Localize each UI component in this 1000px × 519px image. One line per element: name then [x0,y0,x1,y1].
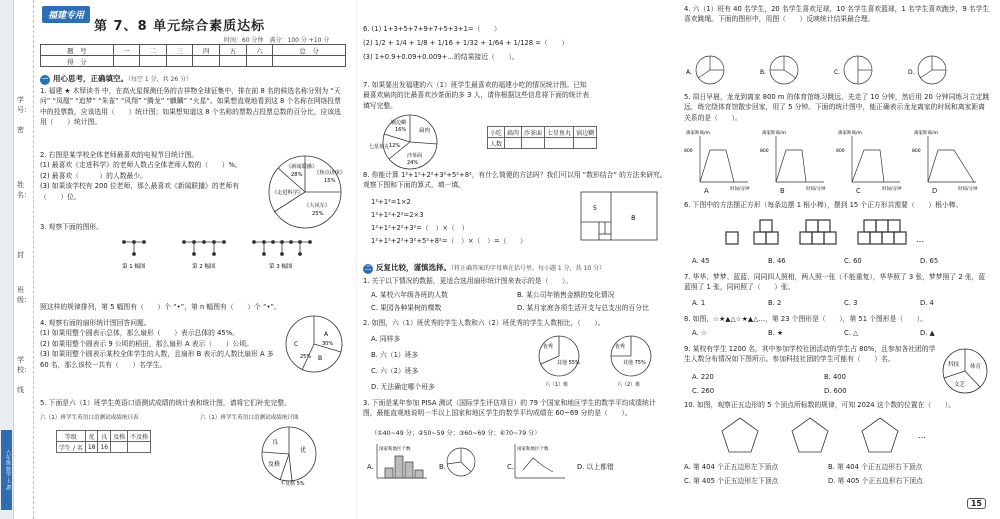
pie-label: 12% [389,143,401,149]
pie-label: 优 [300,447,307,454]
figure-label: 5 [593,205,597,212]
question-3-text: 照这样的规律排列，第 5 幅图有（ ）个 “•”，第 n 幅图有（ ）个 “•”。 [40,303,281,311]
option[interactable]: D [932,187,938,195]
table-cell: 七星鱼丸 [545,127,574,138]
score-cell: 四 [193,45,220,56]
axis-label: 离家距离/m [762,131,786,136]
score-cell: 题 号 [41,45,114,56]
question-5: 5. 下面是六（1）班学生英语口语测试成绩的统计表和统计图，请将它们补充完整。 [40,399,291,407]
pie-label: 扁肉 [419,128,431,134]
score-cell: 六 [246,45,273,56]
pie-label: 24% [407,160,419,166]
table-cell: 不及格 [128,431,151,442]
section-number: 一 [41,76,48,83]
option[interactable]: D. 以上都错 [577,463,614,471]
option[interactable]: A. 同样多 [371,335,401,343]
option[interactable]: B [780,187,785,195]
section-title: 用心思考，正确填空。 [53,74,128,83]
option[interactable]: B. 第 404 个正五边形右下顶点 [828,463,923,471]
pie-label: 《新闻联播》 [286,164,318,170]
axis-label: 时间/分钟 [958,187,978,192]
option[interactable]: D. ▲ [920,329,935,337]
axis-label: 时间/分钟 [730,187,750,192]
option[interactable]: B. 某公司年销售金额的变化情况 [517,291,615,299]
option[interactable]: A [704,187,709,195]
binding-label: 学号： [17,96,31,114]
ellipsis: … [916,235,924,244]
score-cell[interactable] [113,56,140,67]
question-2: 2. 右图是某学校全体老师最喜欢的电视节目统计图。 (1) 最喜欢《走进科学》的老师人数占全体老师人数的（ ）%。 (2) 最喜欢（ ）的人数最少。 (3) 如果该学校有 200 位老师，那么最喜欢《新闻联播》的老师有（ ）位。 [40,151,242,201]
pie-label: 体育 [970,364,982,370]
distance-time-charts [684,128,990,196]
formula-line: 1²+1²=1×2 [371,198,411,206]
pie-label: 16% [395,127,407,133]
pie-label: 25% [300,354,312,360]
chart-caption: 国家和地区个数 [517,447,549,452]
binding-mark: 封 [17,251,24,259]
option[interactable]: C. 第 405 个正五边形左下顶点 [684,477,779,485]
option[interactable]: A. 220 [692,373,714,381]
pie-caption: 六（2）班 [617,382,641,388]
table-cell: 沙茶面 [522,127,545,138]
section-title: 反复比较，谨慎选择。 [376,263,451,272]
pie-label: 25% [312,211,324,217]
pie-label: 《走进科学》 [272,190,304,196]
table-cell: 小吃 [488,127,505,138]
table-cell: 及格 [111,431,128,442]
score-cell[interactable] [140,56,167,67]
choice-10: 10. 如图，观察正五边形的 5 个顶点所标数的规律，可知 2024 这个数的位置在（ ）。 [684,401,955,409]
pisa-option-charts [375,442,575,486]
score-cell[interactable] [246,56,273,67]
option-label[interactable]: B. [760,69,767,76]
binding-label: 学校： [17,356,31,374]
pie-label: 《大风车》 [304,203,330,209]
choice-6: 6. 下图中的方法摆正方形（每条边摆 1 根小棒），摆到 15 个正方形共需要（ ）根小棒。 [684,201,963,209]
abc-pie-chart [282,312,346,376]
option[interactable]: A. 1 [692,299,706,307]
binding-strip [14,0,34,519]
option[interactable]: C. 60 [844,257,862,265]
score-cell: 三 [166,45,193,56]
book-spine [0,0,14,519]
question-3: 3. 观察下面的图形。 [40,223,104,231]
section-note: （将正确答案的字母填在括号里，每小题 1 分，共 10 分） [451,265,606,272]
option-label[interactable]: C. [834,69,841,76]
q5-chart-title: 六（1）班学生英语口语测试成绩统计图 [200,415,299,421]
table-cell: 等级 [57,431,86,442]
option[interactable]: C [856,187,861,195]
option[interactable]: C. 3 [844,299,858,307]
choice-8: 8. 如图，☆★▲△☆★▲△…，第 23 个图形是（ ），第 51 个图形是（ ）。 [684,315,927,323]
pie-label: 沙茶面 [407,153,423,159]
table-cell[interactable] [574,138,597,149]
tick-label: 800 [836,149,845,154]
ellipsis: … [918,431,926,440]
q8-formulas [371,196,527,248]
formula-line: 1²+1²+2²=2×3 [371,211,424,219]
section-2-header [363,262,605,274]
class-pie-charts [527,332,667,388]
option[interactable]: C. 果园各种果树的棵数 [371,304,442,312]
option[interactable]: A. 第 404 个正五边形左下顶点 [684,463,779,471]
fibonacci-rectangle [579,190,659,242]
pie-label: 《焦点访谈》 [314,170,346,176]
choice-3: 3. 下面是某年参加 PISA 测试（国际学生评估项目）的 79 个国家和地区学生的数学平均成绩统计图，最能直观地说明一半以上国家和地区学生的数学平均成绩在 60~69 分的是（ ）。 [363,399,656,418]
pie-label: 科技 [948,362,960,368]
region-tag: 福建专用 [42,6,90,23]
page-middle [356,0,672,519]
pie-label: 文艺 [954,382,966,388]
tick-label: 800 [912,149,921,154]
score-cell: 二 [140,45,167,56]
choice-5: 5. 周日早晨，龙龙到离家 800 m 的体育馆练习跳远，先走了 10 分钟，然后用 20 分钟同练习立定跳远，练完绕体育馆散步回家，用了 5 分钟。下面的统计图中，能正确表示龙龙离家的时间和离家距离关系的是（ ）。 [684,93,990,122]
grade-label: 六年级 数学 上 RJ [1,430,12,510]
table-cell: 学生 / 名 [57,442,86,453]
table-cell: 优 [85,431,98,442]
table-cell: 扁肉 [505,127,522,138]
figure-label: 第 1 幅图 [122,264,146,270]
option[interactable]: C. [507,463,514,471]
score-cell[interactable] [273,56,346,67]
question-8: 8. 你能计算 1²+1²+2²+3²+5²+8²，有什么简便的方法吗？我们可以用 “数形结合” 的方法来研究。观察下图和下面的算式，填一填。 [363,171,667,190]
q5-table-title: 六（1）班学生英语口语测试成绩统计表 [40,415,139,421]
figure-label: 第 3 幅图 [269,264,293,270]
section-note: （每空 1 分，共 26 分） [128,76,193,83]
score-cell: 一 [113,45,140,56]
table-cell[interactable] [522,138,545,149]
page-left [34,0,349,519]
pie-label: 良 [272,439,279,446]
choice-7: 7. 华华、梦梦、蓝蓝、同同四人照相，两人照一张（不能重复），华华照了 3 张，梦梦照了 2 张，蓝蓝照了 1 张，同同照了（ ）张。 [684,273,986,292]
choice-4: 4. 六（1）班有 40 名学生，20 名学生喜欢足球，10 名学生喜欢篮球，1 名学生喜欢跑步，9 名学生喜欢跳绳。下面的图形中，用图（ ）反映统计结果最合理。 [684,5,990,24]
table-cell[interactable] [128,442,151,453]
section-number: 二 [364,265,371,272]
option[interactable]: B. [439,463,446,471]
table-cell: 良 [98,431,111,442]
page-number: 15 [967,498,986,509]
pie-label: 30% [322,341,334,347]
binding-mark: 密 [17,126,24,134]
score-cell: 五 [220,45,247,56]
choice-9: 9. 某校有学生 1200 名，其中参加学校社团活动的学生占 80%，且参加各社团的学生人数分布情况如下图所示。参加科技社团的学生可能有（ ）名。 [684,345,936,364]
binding-mark: 线 [17,386,24,394]
figure-label: 8 [631,214,636,222]
pie-label: C [294,341,299,348]
chart-caption: 国家和地区个数 [379,447,411,452]
binding-label: 班级： [17,286,31,304]
snack-pie-chart [367,112,453,172]
pie-label: 不及格 5% [280,481,305,486]
option[interactable]: D. 某月家庭各项生活开支与总支出的百分比 [517,304,649,312]
formula-line: 1²+1²+2²+3²=（ ）×（ ） [371,224,469,232]
pie-label: 七星鱼丸 [369,144,390,150]
option-label[interactable]: D. [908,69,915,76]
grade-pie-chart [254,422,324,486]
score-table [40,44,346,67]
pie-caption: 六（1）班 [545,382,569,388]
dot-pattern-figures [114,232,314,272]
axis-label: 时间/分钟 [882,187,902,192]
tick-label: 800 [684,149,693,154]
club-pie-chart [940,346,990,396]
pie-label: 28% [291,172,303,178]
option[interactable]: C. 260 [692,387,715,395]
option[interactable]: D. 第 405 个正五边形右下顶点 [828,477,923,485]
tv-program-pie-chart [264,152,346,232]
option[interactable]: D. 无法确定哪个班多 [371,383,435,391]
question-1: 1. 福建 ★ 木铎读书 中，在高火星探测任务的吉祥物全球征集中，排在前 8 名的候选名称分别为 “天问” “凤凰” “追梦” “朱雀” “风翔” “腾龙” “麒麟” “火星”。如果想直观地看到这 8 个名称在网络投票中的投票数，应该选用（ ）统计图；如果想知道这 8 个名称的票数占投票总数的百分比，应该选用（ ）统计图。 [40,87,341,127]
option[interactable]: C. 六（2）班多 [371,367,419,375]
question-7: 7. 如果要出发福建的六（1）班学生最喜欢的福建小吃的情况统计图。已知最喜欢扁肉的比最喜欢沙茶面的多 3 人，请你根据这些信息将下面的统计表填写完整。 [363,81,590,110]
option[interactable]: B. 2 [768,299,782,307]
choice-2: 2. 如图，六（1）班优秀的学生人数和六（2）班优秀的学生人数相比，（ ）。 [363,319,605,327]
binding-label: 姓名： [17,181,31,199]
option[interactable]: A. 某校六年级各班的人数 [371,291,448,299]
pie-label: 优秀 [543,344,554,350]
table-cell[interactable] [111,442,128,453]
option[interactable]: A. [367,463,374,471]
option[interactable]: D. 4 [920,299,934,307]
pie-label: 15% [324,178,336,184]
score-cell[interactable] [193,56,220,67]
pentagon-sequence [718,414,948,460]
question-6: 6. (1) 1+3+5+7+9+7+5+3+1=（ ） (2) 1/2 + 1/4 + 1/8 + 1/16 + 1/32 + 1/64 + 1/128 =（ ） (3) 1+0.9+0.09+0.009+…的结果接近（ ）。 [363,25,569,61]
option[interactable]: C. △ [844,329,859,337]
score-cell: 总 分 [273,45,346,56]
option[interactable]: B. 46 [768,257,786,265]
section-1-header [40,73,192,85]
option[interactable]: A. 45 [692,257,710,265]
axis-label: 时间/分钟 [806,187,826,192]
table-cell[interactable] [505,138,522,149]
axis-label: 离家距离/m [838,131,862,136]
pie-label: A [324,331,329,338]
axis-label: 离家距离/m [686,131,710,136]
table-cell: 人数 [488,138,505,149]
matchstick-squares [724,218,954,254]
option[interactable]: A. ☆ [692,329,707,337]
option[interactable]: B. 六（1）班多 [371,351,419,359]
formula-line: 1²+1²+2²+3²+5²+8²=（ ）×（ ）=（ ） [371,237,527,245]
option[interactable]: D. 600 [824,387,847,395]
score-cell[interactable] [220,56,247,67]
question-4: 4. 观察右面的扇形统计图回答问题。 (1) 如果用整个圆表示总体，那么扇形（ ）表示总体的 45%。 (2) 如果用整个圆表示 9 公顷的稻田，那么扇形 A 表示（ ）公顷。 (3) 如果用整个圆表示某校全体学生的人数，且扇形 B 表示的人数比扇形 A 多 60 名，那么该校一共有（ ）名学生。 [40,319,274,369]
option[interactable]: D. 65 [920,257,939,265]
page-right [678,0,996,519]
pie-label: B [318,355,323,362]
pie-label: 锅边糊 [391,120,407,126]
score-cell[interactable] [166,56,193,67]
score-cell: 得 分 [41,56,114,67]
pie-options [686,54,986,88]
snack-table [487,126,597,149]
option[interactable]: B. ★ [768,329,784,337]
table-cell: 16 [98,442,111,453]
table-cell: 锅边糊 [574,127,597,138]
option-label[interactable]: A. [686,69,692,76]
table-cell[interactable] [545,138,574,149]
choice-1: 1. 关于以下情况的数据，更适合选用扇形统计图来表示的是（ ）。 [363,277,573,285]
choice-3-range: （①40~49 分；②50~59 分；③60~69 分；④70~79 分） [371,430,541,437]
pie-label: 及格 [268,461,281,468]
option[interactable]: B. 400 [824,373,846,381]
pie-label: 其他 55% [557,360,580,366]
q5-table [56,430,151,453]
tick-label: 800 [760,149,769,154]
pie-label: 其他 75% [623,360,646,366]
page-title: 第 7、8 单元综合素质达标 [94,19,266,34]
axis-label: 离家距离/m [914,131,938,136]
pie-label: 优秀 [615,344,626,350]
table-cell: 18 [85,442,98,453]
figure-label: 第 2 幅图 [192,264,216,270]
time-score-meta: 时间：60 分钟 满分：100 分 +10 分 [224,37,330,44]
